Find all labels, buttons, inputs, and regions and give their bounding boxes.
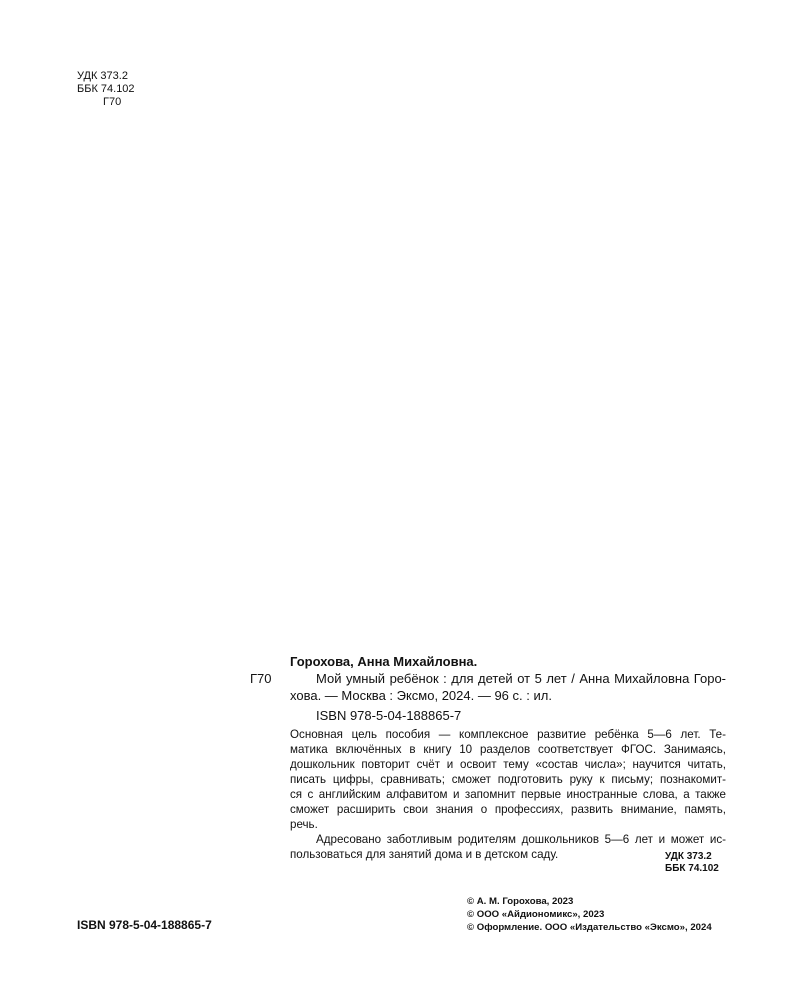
audience-line: Адресовано заботливым родителям дошкольников 5—6 лет и может ис-: [316, 833, 726, 846]
bibliographic-description-line: Мой умный ребёнок : для детей от 5 лет / Анна Михайловна Горо-: [316, 671, 726, 686]
udk-code-bottom: УДК 373.2: [665, 851, 712, 862]
annotation-line: дошкольник повторит счёт и освоит тему «состав числа»; научится читать,: [290, 758, 726, 771]
copyright-line: © ООО «Айдиономикс», 2023: [467, 909, 605, 920]
copyright-line: © А. М. Горохова, 2023: [467, 896, 574, 907]
annotation-line: ся с английским алфавитом и запомнит первые иностранные слова, а также: [290, 788, 726, 801]
author-heading: Горохова, Анна Михайловна.: [290, 654, 478, 669]
annotation-line: матика включённых в книгу 10 разделов соответствует ФГОС. Занимаясь,: [290, 743, 726, 756]
bbk-code: ББК 74.102: [77, 83, 135, 95]
isbn-bottom: ISBN 978-5-04-188865-7: [77, 918, 212, 932]
bbk-code-bottom: ББК 74.102: [665, 863, 719, 874]
annotation-line: речь.: [290, 818, 318, 831]
author-sign-record: Г70: [250, 671, 272, 686]
annotation-line: Основная цель пособия — комплексное развитие ребёнка 5—6 лет. Те-: [290, 728, 726, 741]
isbn-record: ISBN 978-5-04-188865-7: [316, 708, 462, 723]
bibliographic-description-line: хова. — Москва : Эксмо, 2024. — 96 с. : ил.: [290, 688, 552, 703]
udk-code: УДК 373.2: [77, 70, 128, 82]
annotation-line: сможет расширить свои знания о профессиях, развить внимание, память,: [290, 803, 726, 816]
author-sign: Г70: [103, 96, 122, 108]
copyright-line: © Оформление. ООО «Издательство «Эксмо», 2024: [467, 922, 712, 933]
audience-line: пользоваться для занятий дома и в детском саду.: [290, 848, 559, 861]
annotation-line: писать цифры, сравнивать; сможет подготовить руку к письму; познакомит-: [290, 773, 726, 786]
